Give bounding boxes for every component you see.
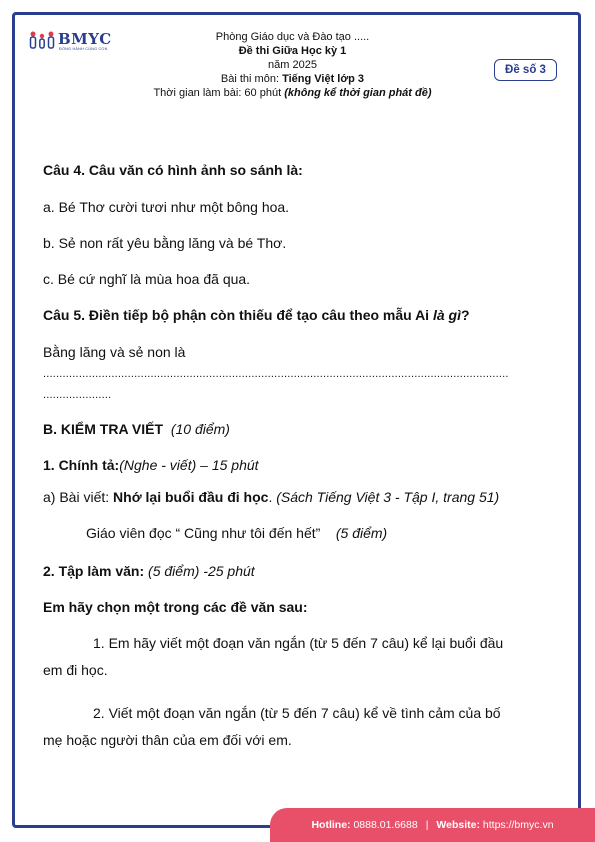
part1a-prefix: a) Bài viết: (43, 489, 114, 505)
q4-option-b: b. Sẻ non rất yêu bằng lăng và bé Thơ. (43, 235, 287, 251)
subject-line (120, 72, 465, 86)
brand-logo (28, 30, 118, 56)
footer-separator: | (425, 819, 429, 831)
department-line: Phòng Giáo dục và Đào tạo ..... (215, 31, 370, 43)
section-b-title: B. KIỂM TRA VIẾT (43, 421, 164, 437)
logo-tagline: ĐỒNG HÀNH CÙNG CON (59, 47, 108, 51)
subject-name: Tiếng Việt lớp 3 (282, 73, 365, 85)
exam-number-badge: Đề số 3 (494, 59, 557, 81)
hotline-number[interactable]: 0888.01.6688 (353, 819, 418, 831)
part1a-title: Nhớ lại buổi đầu đi học (113, 489, 269, 505)
q5-prompt: Bằng lăng và sẻ non là (43, 344, 186, 360)
website-label: Website: (436, 819, 480, 831)
website-link[interactable]: https://bmyc.vn (482, 819, 554, 831)
part1-detail: (Nghe - viết) – 15 phút (119, 457, 259, 473)
part2-label: 2. Tập làm văn: (43, 563, 145, 579)
part1a-source: (Sách Tiếng Việt 3 - Tập I, trang 51) (276, 489, 500, 505)
part1a-dot: . (268, 489, 277, 505)
time-line (120, 86, 465, 100)
logo-name: BMYC (58, 30, 112, 48)
answer-dots-line-1: ............................................................................................................................................... (43, 368, 509, 380)
part2-heading (43, 562, 553, 580)
q4-title: Câu 4. Câu văn có hình ảnh so sánh là: (43, 162, 303, 178)
exam-title: Đề thi Giữa Học kỳ 1 (238, 45, 347, 57)
choose-topic-heading: Em hãy chọn một trong các đề văn sau: (43, 599, 308, 615)
teacher-read-text: Giáo viên đọc “ Cũng như tôi đến hết” (86, 525, 321, 541)
section-b-heading (43, 420, 553, 438)
time-prefix: Thời gian làm bài: 60 phút (153, 87, 285, 99)
part1a-line (43, 488, 553, 506)
answer-dots-line-2: ..................... (43, 389, 112, 401)
part1-label: 1. Chính tả: (43, 457, 120, 473)
q5-title-prefix: Câu 5. Điền tiếp bộ phận còn thiếu để tạo câu theo mẫu Ai (43, 307, 433, 323)
exam-year: năm 2025 (268, 59, 317, 71)
teacher-read-points: (5 điểm) (335, 525, 388, 541)
q5-title-italic: là gì (432, 307, 461, 323)
teacher-read-line (86, 524, 595, 542)
part2-detail: (5 điểm) -25 phút (144, 563, 255, 579)
exam-header (120, 30, 465, 100)
family-icon (28, 30, 58, 50)
topic1-line1: 1. Em hãy viết một đoạn văn ngắn (từ 5 đến 7 câu) kể lại buổi đầu (93, 635, 504, 651)
section-b-points: (10 điểm) (170, 421, 230, 437)
q4-option-a: a. Bé Thơ cười tươi như một bông hoa. (43, 199, 290, 215)
time-note: (không kể thời gian phát đề) (284, 87, 432, 99)
hotline-label: Hotline: (311, 819, 351, 831)
contact-footer (270, 808, 595, 842)
q5-title-suffix: ? (460, 307, 470, 323)
topic2-line2: mẹ hoặc người thân của em đối với em. (43, 732, 292, 748)
q4-option-c: c. Bé cứ nghĩ là mùa hoa đã qua. (43, 271, 251, 287)
subject-prefix: Bài thi môn: (220, 73, 283, 85)
q5-title (43, 306, 553, 324)
part1-heading (43, 456, 553, 474)
topic1-line2: em đi học. (43, 662, 108, 678)
topic2-line1: 2. Viết một đoạn văn ngắn (từ 5 đến 7 câu) kể về tình cảm của bố (93, 705, 501, 721)
